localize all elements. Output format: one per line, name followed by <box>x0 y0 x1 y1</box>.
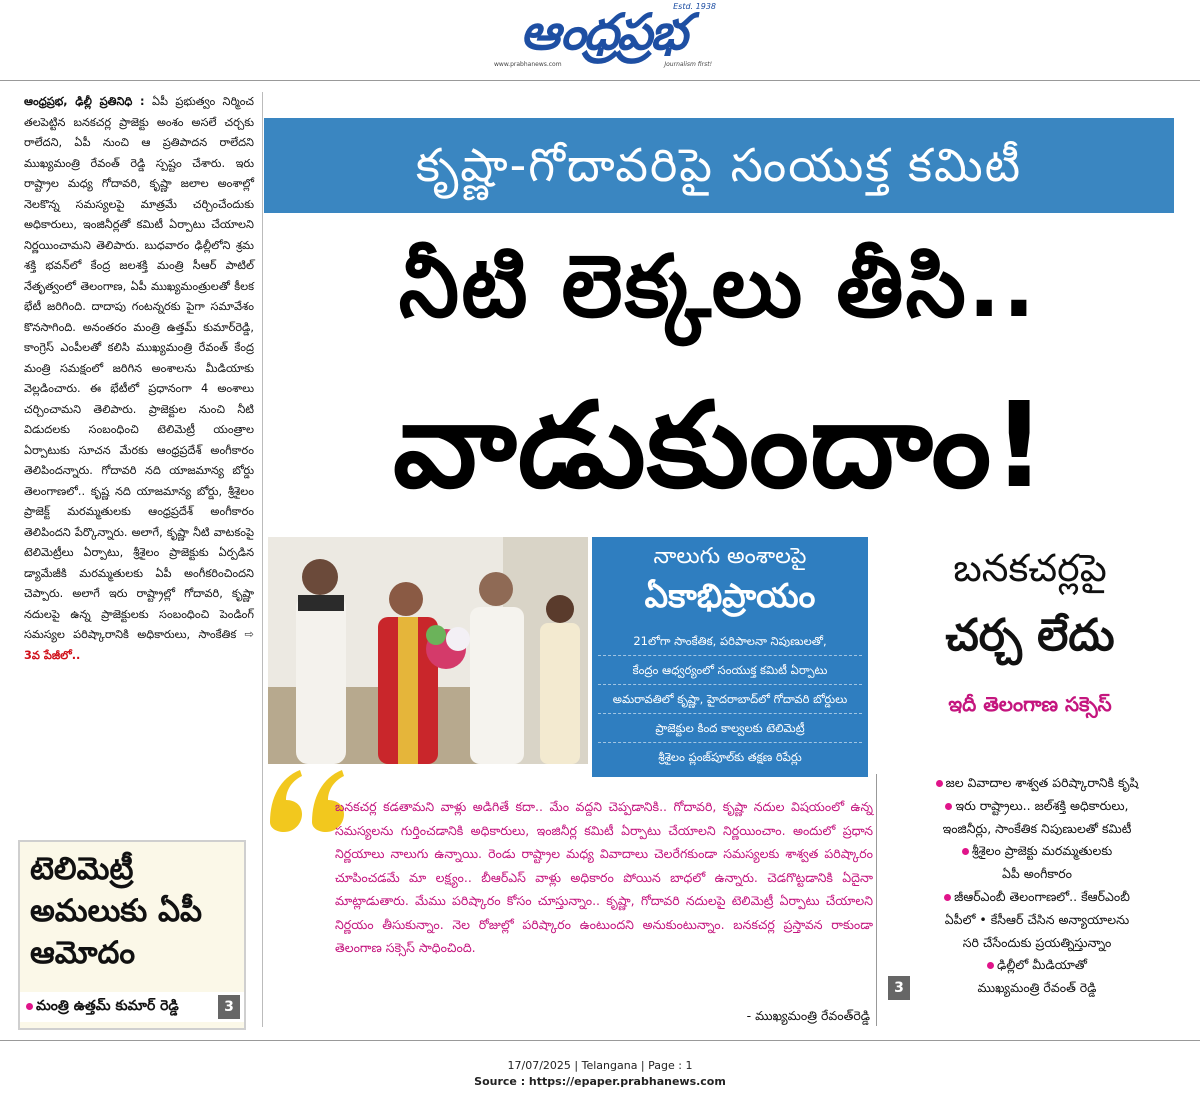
bullet-line: ఏపీలో • కేసీఆర్ చేసిన అన్యాయాలను <box>944 911 1130 927</box>
headline-line-2: వాడుకుందాం! <box>392 376 1048 514</box>
footer-edition: 17/07/2025 | Telangana | Page : 1 <box>507 1059 693 1072</box>
consensus-item: 21లోగా సాంకేతిక, పరిపాలనా నిపుణులతో, <box>633 634 827 648</box>
right-column-divider <box>876 774 877 1026</box>
consensus-box-title: ఏకాభిప్రాయం <box>644 576 816 615</box>
quote-source: - ముఖ్యమంత్రి రేవంత్‌రెడ్డి <box>746 1008 870 1023</box>
page-badge[interactable]: 3 <box>888 976 910 1000</box>
bullet-dot-icon <box>962 848 969 855</box>
bullet-line: ముఖ్యమంత్రి రేవంత్ రెడ్డి <box>977 980 1097 996</box>
logo-website: www.prabhanews.com <box>494 61 562 68</box>
kicker-strip <box>264 118 1174 213</box>
bullet-line: జల వివాదాల శాశ్వత పరిష్కారానికి కృషి <box>892 772 1182 795</box>
masthead <box>0 0 1200 78</box>
right-story-kicker: బనకచర్లపై <box>953 546 1107 590</box>
bullet-line: ఇంజినీర్లు, సాంకేతిక నిపుణులతో కమిటీ <box>942 820 1132 836</box>
footer-divider <box>0 1040 1200 1041</box>
bullet-dot-icon <box>945 803 952 810</box>
headline-line-1: నీటి లెక్కలు తీసి.. <box>398 237 1038 337</box>
newspaper-logo[interactable] <box>490 2 716 68</box>
left-story-body <box>24 92 254 666</box>
right-story-bullets <box>892 772 1182 1000</box>
left-story-text: ఏపీ ప్రభుత్వం నిర్మించ తలపెట్టిన బనకచర్ల ప్రాజెక్టు అంశం అసలే చర్చకు రాలేదని, ఏపీ నుంచి ఆ ప్రతిపాదన రాలేదని ముఖ్యమంత్రి రేవంత్ రెడ్డి స్పష్టం చేశారు. ఇరు రాష్ట్రాల మధ్య గోదావరి, కృష్ణా జలాల అంశాల్లో నెలకొన్న సమస్యలపై మాత్రమే చర్చించేందుకు అధికారులు, ఇంజినీర్లతో కమిటీ ఏర్పాటు చేయాలని నిర్ణయించామని తెలిపారు. బుధవారం ఢిల్లీలోని శ్రమ శక్తి భవన్‌లో కేంద్ర జలశక్తి మంత్రి సీఆర్ పాటిల్ నేతృత్వంలో తెలంగాణ, ఏపీ ముఖ్యమంత్రులతో కీలక భేటీ జరిగింది. దాదాపు గంటన్నరకు పైగా సమావేశం కొనసాగింది. అనంతరం మంత్రి ఉత్తమ్ కుమార్‌రెడ్డి, కాంగ్రెస్ ఎంపీలతో కలిసి ముఖ్యమంత్రి రేవంత్ కేంద్ర మంత్రి సమక్షంలో జరిగిన అంశాలను మీడియాకు వెల్లడించారు. ఈ భేటీలో ప్రధానంగా 4 అంశాలు చర్చించామని తెలిపారు. ప్రాజెక్టుల నుంచి నీటి విడుదలకు సంబంధించి టెలిమెట్రీ యంత్రాల ఏర్పాటుకు సూచన మేరకు ఆంధ్రప్రదేశ్ అంగీకారం తెలిపిందన్నారు. గోదావరి నది యాజమాన్య బోర్డు తెలంగాణలో.. కృష్ణ నది యాజమాన్య బోర్డు, శ్రీశైలం ప్రాజెక్ట్ మరమ్మతులకు ఆంధ్రప్రదేశ్ అంగీకారం తెలిపిందని పేర్కొన్నారు. అలాగే, కృష్ణా నీటి వాటకంపై టెలిమెట్రీలు ఏర్పాటు, శ్రీశైలం ప్రాజెక్టుకు ఏర్పడిన డ్యామేజీకి మరమ్మతులకు ఏపీ అంగీకరించిందని చెప్పారు. అలాగే ఇరు రాష్ట్రాల్లో గోదావరి, కృష్ణా నదులపై ఉన్న ప్రాజెక్టులకు సంబంధించి పెండింగ్ సమస్యల పరిష్కారానికి అధికారులు, సాంకేతిక <box>24 95 255 641</box>
telemetry-box-title: టెలిమెట్రీ అమలుకు ఏపీ ఆమోదం <box>30 851 203 971</box>
telemetry-box-author-name: మంత్రి ఉత్తమ్ కుమార్ రెడ్డి <box>36 998 179 1014</box>
bullet-dot-icon <box>944 894 951 901</box>
news-photo <box>268 537 588 764</box>
bullet-line: శ్రీశైలం ప్రాజెక్టు మరమ్మతులకు <box>892 840 1182 863</box>
consensus-item: ప్రాజెక్టుల కింద కాల్వలకు టెలిమెట్రీ <box>598 713 862 742</box>
continued-arrow-icon: ⇨ <box>244 628 254 641</box>
continued-link[interactable]: 3వ పేజీలో.. <box>24 648 81 662</box>
right-story-headline: చర్చ లేదు <box>945 610 1115 661</box>
left-story <box>24 92 254 822</box>
bullet-line: సరి చేసేందుకు ప్రయత్నిస్తున్నాం <box>962 934 1112 950</box>
left-story-dateline: ఆంధ్రప్రభ, ఢిల్లీ ప్రతినిధి : <box>24 95 145 108</box>
consensus-box-heading: నాలుగు అంశాలపై <box>653 544 807 569</box>
consensus-item: కేంద్రం ఆధ్వర్యంలో సంయుక్త కమిటీ ఏర్పాటు <box>598 655 862 684</box>
footer <box>0 1058 1200 1090</box>
logo-tagline: Journalism first! <box>664 61 712 68</box>
consensus-item: అమరావతిలో కృష్ణా, హైదరాబాద్‌లో గోదావరి బోర్డులు <box>598 684 862 713</box>
telemetry-box-author <box>26 998 179 1017</box>
telemetry-box <box>18 840 246 1030</box>
logo-text: ఆంధ్రప్రభ <box>520 2 686 61</box>
bullet-dot-icon <box>987 962 994 969</box>
bullet-dot-icon <box>936 780 943 787</box>
bullet-dot-icon <box>26 1003 33 1010</box>
bullet-line: జీఆర్‌ఎంబీ తెలంగాణలో.. కేఆర్‌ఎంబీ <box>892 886 1182 909</box>
bullet-line: ఏపీ అంగీకారం <box>1002 866 1072 882</box>
page-badge[interactable]: 3 <box>218 995 240 1019</box>
consensus-list <box>598 627 862 771</box>
bullet-line: ఇరు రాష్ట్రాలు.. జల్‌శక్తి అధికారులు, <box>892 795 1182 818</box>
quote-text: బనకచర్ల కడతామని వాళ్లు అడిగితే కదా.. మేం వద్దని చెప్పడానికి.. గోదావరి, కృష్ణా నదుల విషయంలో ఉన్న సమస్యలను గుర్తించడానికి అధికారులు, ఇంజినీర్ల కమిటీ ఏర్పాటు చేయాలని నిర్ణయించాం. అందులో ప్రధాన నిర్ణయాలు నాలుగు ఉన్నాయి. రెండు రాష్ట్రాల మధ్య వివాదాలు చెలరేగకుండా సమస్యలకు శాశ్వత పరిష్కారం చూపించడమే మా లక్ష్యం.. బీఆర్‌ఎస్ వాళ్లు అధికారం పోయిన బాధలో ఉన్నారు. చెడగొట్టడానికి ఏదైనా మాట్లాడుతారు. మేము పరిష్కారం కోసం చూస్తున్నాం.. కృష్ణా, గోదావరి నదులపై టెలిమెట్రీ ఏర్పాటు చేయాలని నిర్ణయం తీసుకున్నాం. నెల రోజుల్లో పరిష్కారం ఉంటుందని అనుకుంటున్నాం. బనకచర్ల ప్రస్తావన రాకుండా తెలంగాణ సక్సెస్ సాధించింది. <box>335 799 873 955</box>
column-divider <box>262 92 263 1027</box>
right-story-subhead: ఇదీ తెలంగాణ సక్సెస్ <box>948 692 1112 716</box>
bullet-line: ఢిల్లీలో మీడియాతో <box>892 954 1182 977</box>
kicker-text: కృష్ణా-గోదావరిపై సంయుక్త కమిటీ <box>415 138 1023 192</box>
footer-source[interactable]: Source : https://epaper.prabhanews.com <box>474 1075 726 1088</box>
telemetry-box-footer <box>20 992 244 1022</box>
photo-illustration <box>268 537 588 764</box>
logo-estd: Estd. 1938 <box>673 2 716 11</box>
masthead-divider <box>0 80 1200 81</box>
consensus-box <box>592 537 868 777</box>
consensus-item: శ్రీశైలం ప్లంజ్‌పూల్‌కు తక్షణ రిపేర్లు <box>598 742 862 771</box>
